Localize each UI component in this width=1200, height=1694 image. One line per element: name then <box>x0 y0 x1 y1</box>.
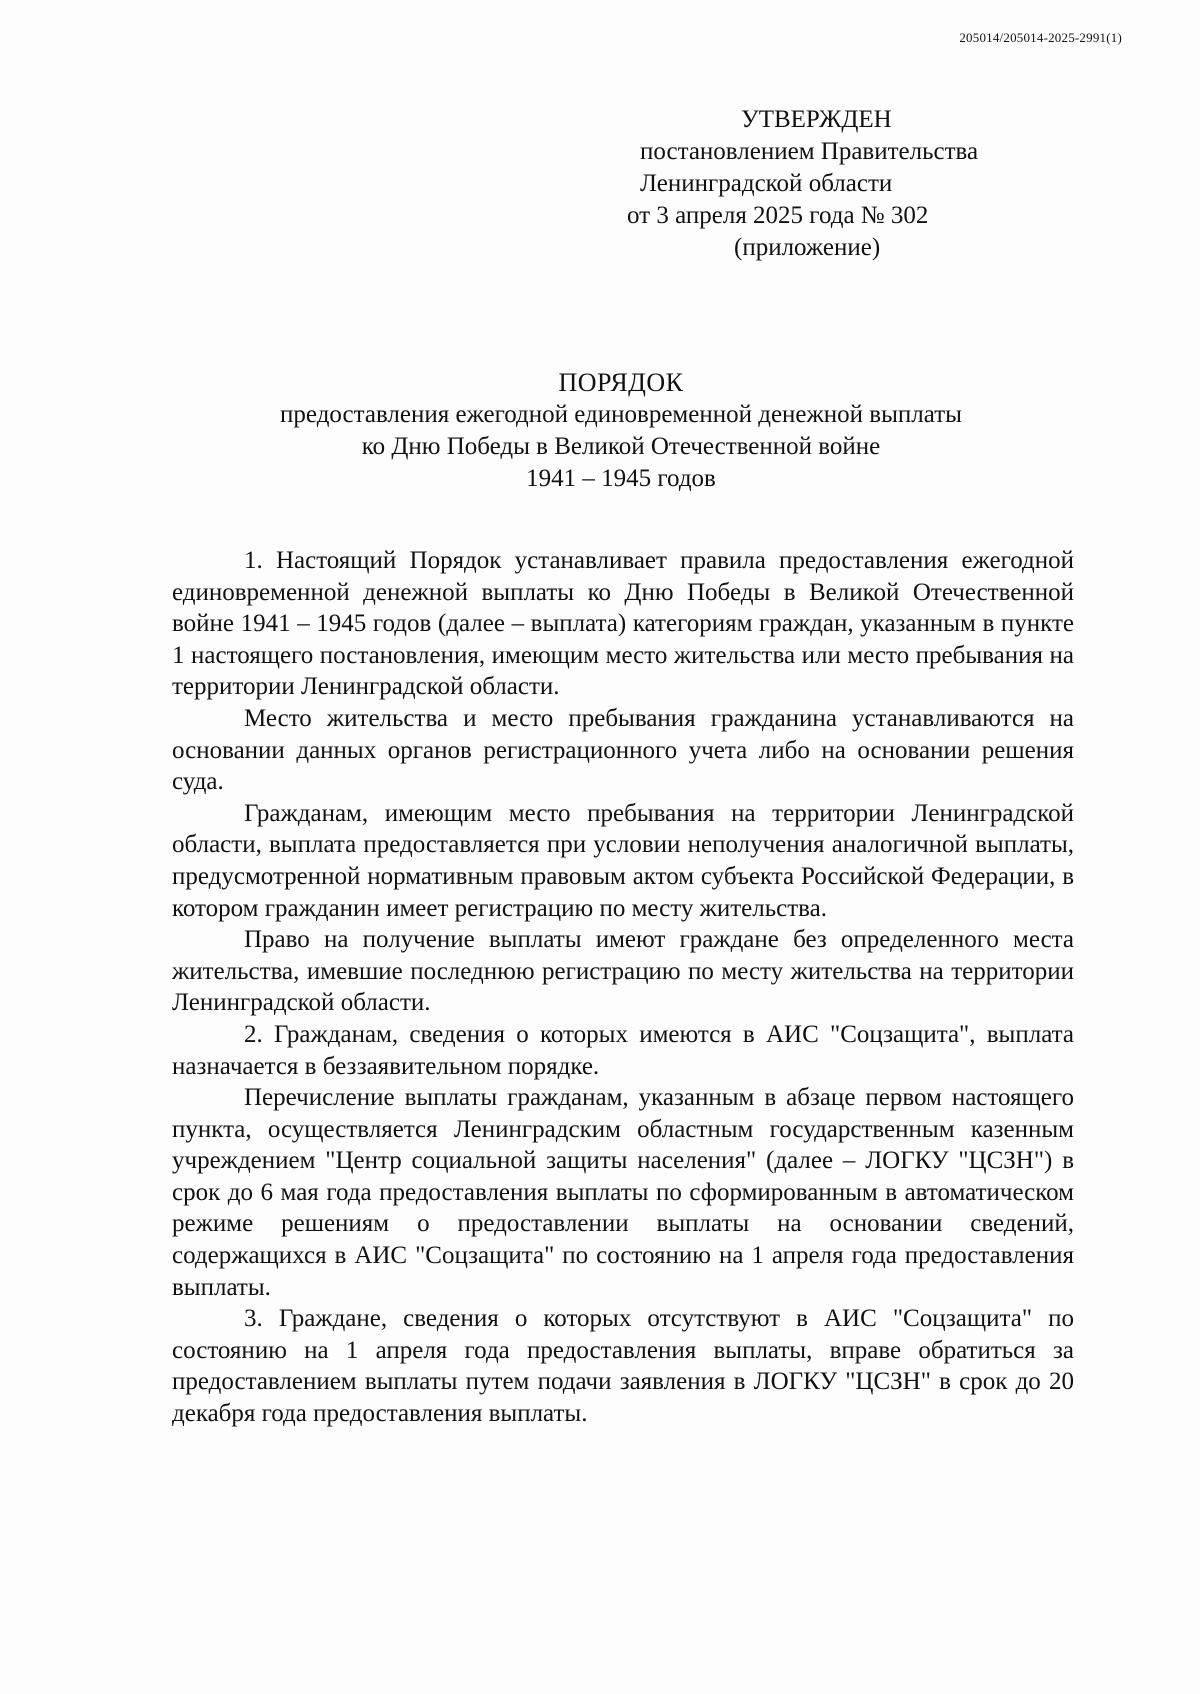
paragraph-7: 3. Граждане, сведения о которых отсутствуют в АИС "Соцзащита" по состоянию на 1 апреля года предоставления выплаты, вправе обратиться за предоставлением выплаты путем подачи заявления в ЛОГКУ "ЦСЗН" в срок до 20 декабря года предоставления выплаты. <box>172 1305 1074 1428</box>
document-title-block <box>170 367 1072 495</box>
approval-heading: УТВЕРЖДЕН <box>741 106 892 133</box>
paragraph-6: Перечисление выплаты гражданам, указанным в абзаце первом настоящего пункта, осуществляется Ленинградским областным государственным казенным учреждением "Центр социальной защиты населения" (далее – ЛОГКУ "ЦСЗН") в срок до 6 мая года предоставления выплаты по сформированным в автоматическом режиме решениям о предоставлении выплаты на основании сведений, содержащихся в АИС "Соцзащита" по состоянию на 1 апреля года предоставления выплаты. <box>172 1084 1074 1301</box>
document-subtitle-line-3: 1941 – 1945 годов <box>526 465 716 492</box>
approval-region: Ленинградской области <box>640 170 893 197</box>
document-title: ПОРЯДОК <box>558 368 684 397</box>
paragraph-4: Право на получение выплаты имеют граждане без определенного места жительства, имевшие последнюю регистрацию по месту жительства на территории Ленинградской области. <box>172 926 1074 1017</box>
document-id: 205014/205014-2025-2991(1) <box>959 30 1122 45</box>
approval-stamp-block <box>627 104 1060 264</box>
paragraph-3: Гражданам, имеющим место пребывания на территории Ленинградской области, выплата предоставляется при условии неполучения аналогичной выплаты, предусмотренной нормативным правовым актом субъекта Российской Федерации, в котором гражданин имеет регистрацию по месту жительства. <box>172 799 1074 922</box>
paragraph-1: 1. Настоящий Порядок устанавливает правила предоставления ежегодной единовременной денежной выплаты ко Дню Победы в Великой Отечественной войне 1941 – 1945 годов (далее – выплата) категориям граждан, указанным в пункте 1 настоящего постановления, имеющим место жительства или место пребывания на территории Ленинградской области. <box>172 547 1074 701</box>
document-subtitle-line-1: предоставления ежегодной единовременной денежной выплаты <box>280 401 962 428</box>
approval-resolution: постановлением Правительства <box>640 138 979 165</box>
approval-appendix-note: (приложение) <box>734 234 881 261</box>
paragraph-2: Место жительства и место пребывания гражданина устанавливаются на основании данных органов регистрационного учета либо на основании решения суда. <box>172 704 1074 796</box>
approval-date-number: от 3 апреля 2025 года № 302 <box>627 202 929 229</box>
document-body <box>172 545 1074 1430</box>
paragraph-5: 2. Гражданам, сведения о которых имеются в АИС "Соцзащита", выплата назначается в беззаявительном порядке. <box>172 1020 1074 1080</box>
document-subtitle-line-2: ко Дню Победы в Великой Отечественной войне <box>361 433 881 460</box>
